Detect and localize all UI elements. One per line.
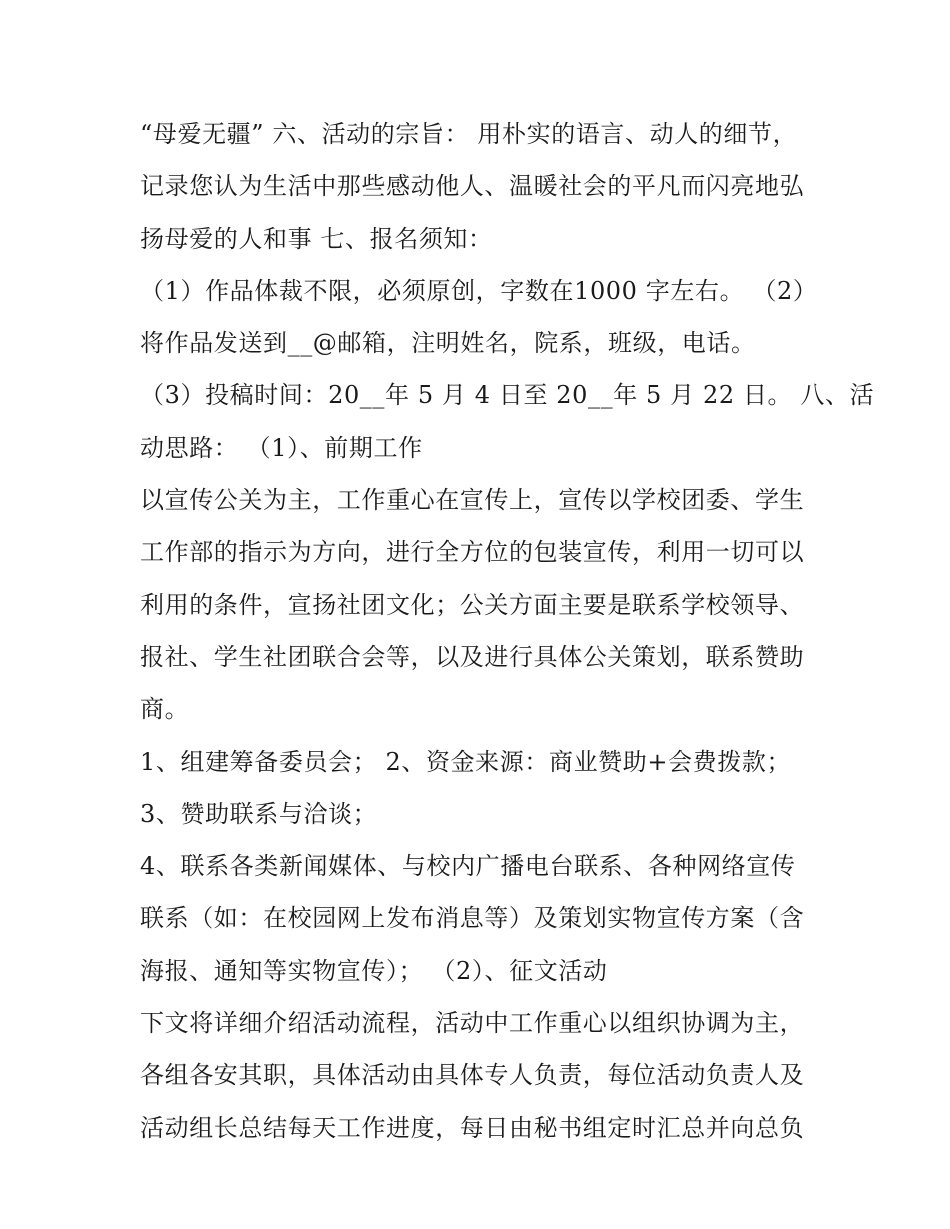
text-line: 动思路： （1）、前期工作 <box>140 433 423 462</box>
text-line: 下文将详细介绍活动流程，活动中工作重心以组织协调为主， <box>140 1009 805 1038</box>
text-line: 1、组建筹备委员会； 2、资金来源：商业赞助+会费拨款； <box>140 747 792 776</box>
text-line: 4、联系各类新闻媒体、与校内广播电台联系、各种网络宣传 <box>140 852 796 881</box>
text-line: 活动组长总结每天工作进度，每日由秘书组定时汇总并向总负 <box>140 1113 805 1142</box>
text-line: （1）作品体裁不限，必须原创，字数在1000 字左右。 （2） <box>140 276 818 305</box>
text-line: 扬母爱的人和事 七、报名须知： <box>140 224 493 253</box>
text-line: 3、赞助联系与洽谈； <box>140 799 378 828</box>
text-line: 商。 <box>140 695 190 724</box>
text-line: 报社、学生社团联合会等，以及进行具体公关策划，联系赞助 <box>140 642 805 671</box>
text-line: 联系（如：在校园网上发布消息等）及策划实物宣传方案（含 <box>140 904 805 933</box>
text-line: 利用的条件，宣扬社团文化；公关方面主要是联系学校领导、 <box>140 590 805 619</box>
text-line: （3）投稿时间：20__年 5 月 4 日至 20__年 5 月 22 日。 八、活 <box>140 381 875 410</box>
text-line: 记录您认为生活中那些感动他人、温暖社会的平凡而闪亮地弘 <box>140 172 805 201</box>
text-line: “母爱无疆” 六、活动的宗旨： 用朴实的语言、动人的细节， <box>140 120 798 148</box>
text-line: 各组各安其职，具体活动由具体专人负责，每位活动负责人及 <box>140 1061 805 1090</box>
text-line: 工作部的指示为方向，进行全方位的包装宣传，利用一切可以 <box>140 538 805 567</box>
text-line: 以宣传公关为主，工作重心在宣传上，宣传以学校团委、学生 <box>140 486 805 515</box>
text-line: 将作品发送到__@邮箱，注明姓名，院系，班级，电话。 <box>140 329 756 358</box>
text-line: 海报、通知等实物宣传）； （2）、征文活动 <box>140 956 608 985</box>
document-body <box>140 108 875 1154</box>
